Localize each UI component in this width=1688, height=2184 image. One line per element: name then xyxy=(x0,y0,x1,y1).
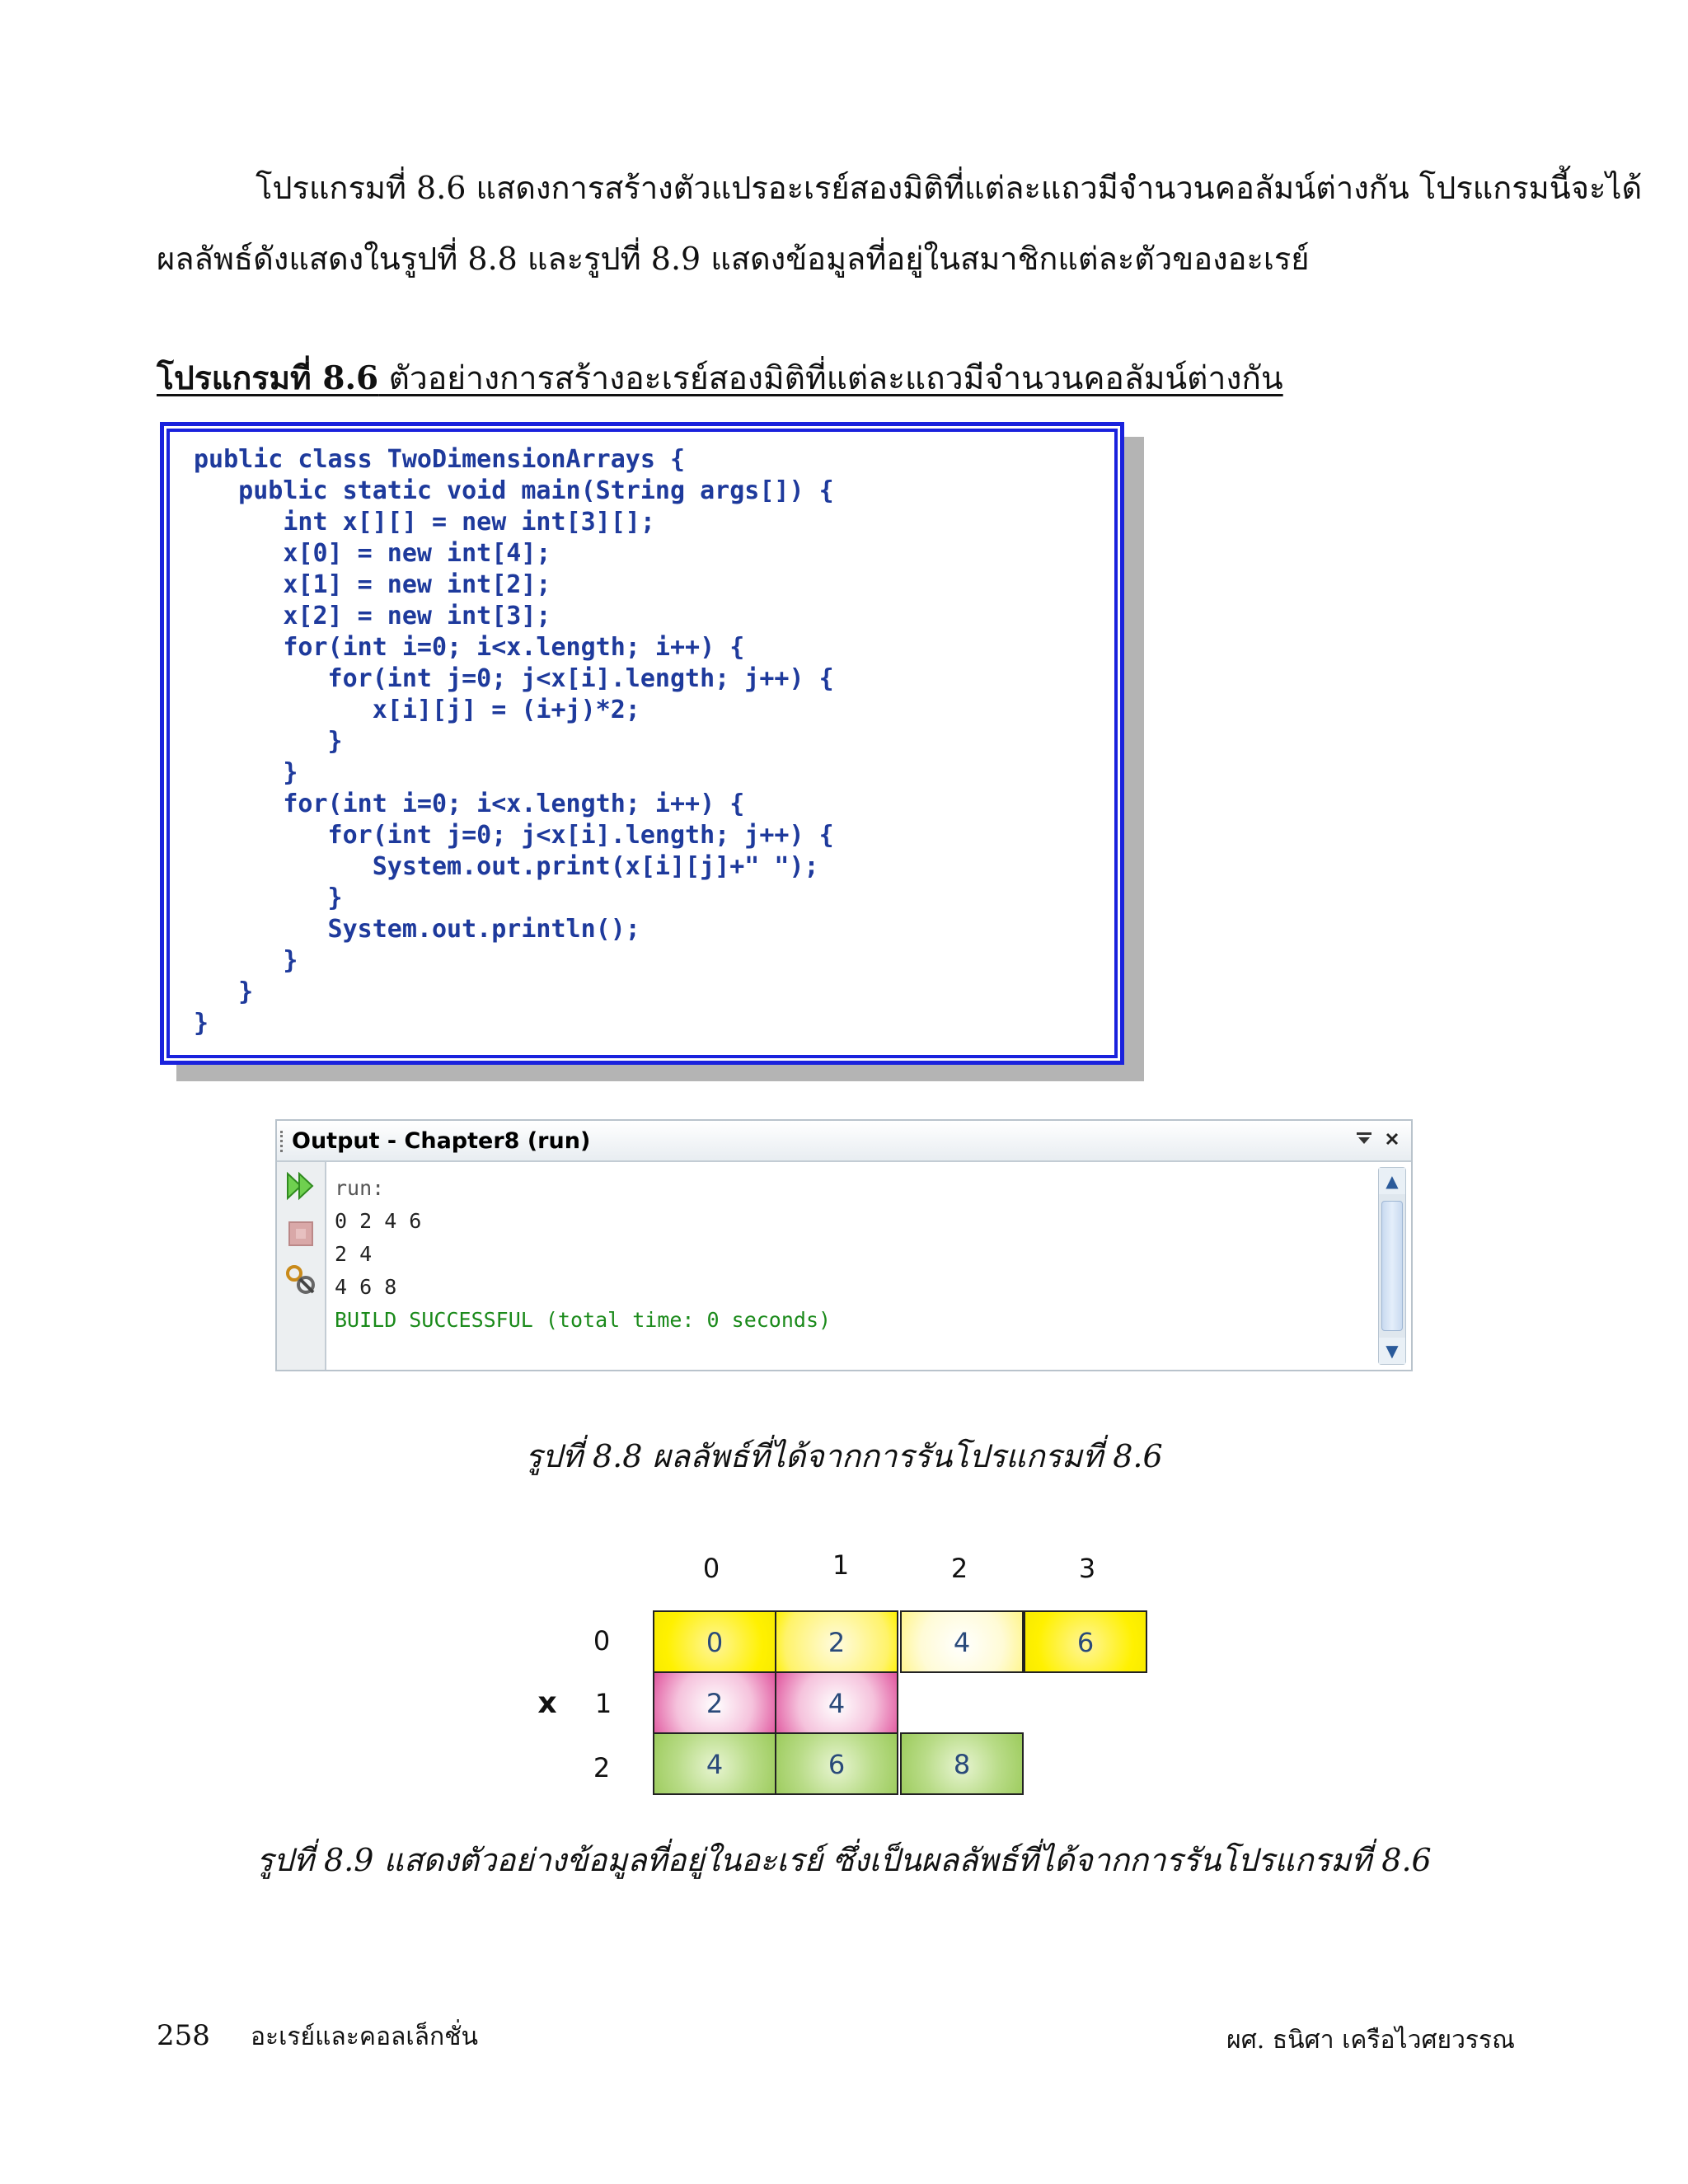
code-listing-box xyxy=(160,422,1124,1065)
col-header-2: 2 xyxy=(950,1553,968,1584)
intro-line-1: โปรแกรมที่ 8.6 แสดงการสร้างตัวแปรอะเรย์สองมิติที่แต่ละแถวมีจำนวนคอลัมน์ต่างกัน โปรแกรมนี้จะได้ xyxy=(256,170,1643,206)
settings-icon[interactable] xyxy=(284,1263,318,1297)
stop-icon[interactable] xyxy=(284,1216,318,1251)
output-title-bar xyxy=(277,1121,1411,1162)
array-cell-1-1: 4 xyxy=(775,1671,898,1734)
minimize-icon[interactable] xyxy=(1352,1128,1376,1153)
figure-8-9-caption: รูปที่ 8.9 แสดงตัวอย่างข้อมูลที่อยู่ในอะเรย์ ซึ่งเป็นผลลัพธ์ที่ได้จากการรันโปรแกรมที่ 8.6 xyxy=(256,1842,1432,1878)
array-cell-0-2: 4 xyxy=(900,1610,1024,1673)
array-cell-1-0: 2 xyxy=(653,1671,776,1734)
chapter-name: อะเรย์และคอลเล็กชั่น xyxy=(251,2022,479,2051)
output-scrollbar[interactable] xyxy=(1378,1167,1406,1365)
array-cell-2-0: 4 xyxy=(653,1732,776,1795)
output-line-run: run: xyxy=(335,1176,385,1200)
col-header-3: 3 xyxy=(1078,1553,1096,1584)
output-title: Output - Chapter8 (run) xyxy=(292,1128,591,1154)
col-header-1: 1 xyxy=(832,1549,850,1581)
program-heading-label: โปรแกรมที่ 8.6 xyxy=(157,359,379,397)
row-header-0: 0 xyxy=(593,1625,611,1657)
col-header-0: 0 xyxy=(702,1553,720,1584)
array-cell-0-0: 0 xyxy=(653,1610,776,1673)
scroll-thumb[interactable] xyxy=(1381,1201,1403,1331)
grip-icon[interactable] xyxy=(280,1131,286,1152)
figure-8-8-caption: รูปที่ 8.8 ผลลัพธ์ที่ได้จากการรันโปรแกรมที่ 8.6 xyxy=(525,1438,1163,1474)
intro-line-2: ผลลัพธ์ดังแสดงในรูปที่ 8.8 และรูปที่ 8.9 แสดงข้อมูลที่อยู่ในสมาชิกแต่ละตัวของอะเรย์ xyxy=(157,241,1310,277)
array-cell-2-1: 6 xyxy=(775,1732,898,1795)
page-footer-left xyxy=(157,2018,478,2056)
output-line-row1: 2 4 xyxy=(335,1242,373,1266)
code-listing: public class TwoDimensionArrays { public static void main(String args[]) { int x[][] = new int[3][]; x[0] = new int[4]; x[1] = new int[2]; x[2] = new int[3]; for(int i=0; i<x.length; i++) { for(int j=0; j<x[i].length; j++) { x[i][j] = (i+j)*2; } } for(int i=0; i<x.length; i++) { for(int j=0; j<x[i].length; j++) { System.out.print(x[i][j]+" "); } System.out.println(); } } } xyxy=(194,445,834,1038)
rerun-icon[interactable] xyxy=(284,1169,318,1203)
program-heading xyxy=(157,353,1283,404)
intro-paragraph xyxy=(157,152,1643,294)
program-heading-text: ตัวอย่างการสร้างอะเรย์สองมิติที่แต่ละแถวมีจำนวนคอลัมน์ต่างกัน xyxy=(378,360,1283,397)
output-line-build: BUILD SUCCESSFUL (total time: 0 seconds) xyxy=(335,1308,832,1332)
author-name: ผศ. ธนิศา เครือไวศยวรรณ xyxy=(1226,2026,1515,2055)
page-number: 258 xyxy=(157,2019,210,2052)
row-header-2: 2 xyxy=(593,1752,611,1783)
scroll-down-icon[interactable]: ▼ xyxy=(1379,1338,1405,1364)
output-line-row0: 0 2 4 6 xyxy=(335,1209,422,1233)
array-cell-0-1: 2 xyxy=(775,1610,898,1673)
array-cell-2-2: 8 xyxy=(900,1732,1024,1795)
close-icon[interactable] xyxy=(1380,1128,1404,1153)
scroll-up-icon[interactable]: ▲ xyxy=(1379,1168,1405,1194)
output-side-toolbar xyxy=(277,1162,326,1370)
output-line-row2: 4 6 8 xyxy=(335,1275,397,1299)
array-cell-0-3: 6 xyxy=(1024,1610,1147,1673)
row-header-1: 1 xyxy=(594,1688,612,1719)
output-window xyxy=(275,1119,1413,1371)
array-name-label: x xyxy=(537,1686,557,1720)
output-console-text xyxy=(335,1172,831,1337)
